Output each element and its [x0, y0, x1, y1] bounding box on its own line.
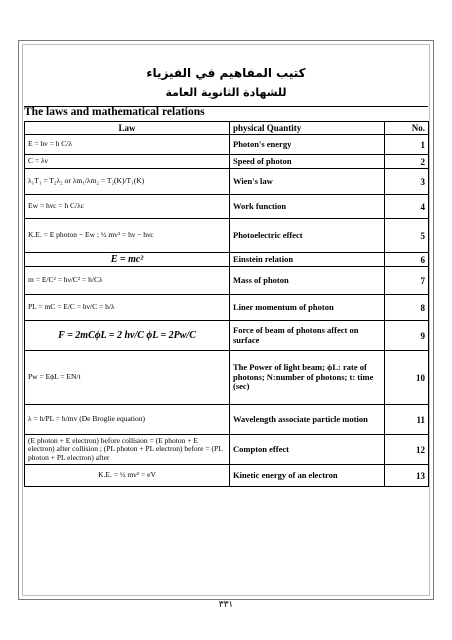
row-quantity: The Power of light beam; ϕL: rate of photons; N:number of photons; t: time (sec) [230, 351, 385, 405]
row-quantity: Speed of photon [230, 155, 385, 169]
table-row [25, 219, 429, 253]
table-row [25, 195, 429, 219]
row-law: Pw = EϕL = EN/t [25, 351, 230, 405]
row-quantity: Wien's law [230, 169, 385, 195]
row-quantity: Einstein relation [230, 253, 385, 267]
row-quantity: Photoelectric effect [230, 219, 385, 253]
row-quantity: Liner momentum of photon [230, 295, 385, 321]
row-quantity: Mass of photon [230, 267, 385, 295]
row-quantity: Photon's energy [230, 135, 385, 155]
page-number: ٣٣١ [218, 600, 234, 610]
row-law: F = 2mCϕL = 2 hν/C ϕL = 2Pw/C [25, 321, 230, 351]
row-number: 6 [385, 253, 429, 267]
book-title: كتيب المفاهيم في الفيزياء [146, 66, 306, 80]
table-row [25, 155, 429, 169]
row-quantity: Wavelength associate particle motion [230, 405, 385, 435]
table-row [25, 351, 429, 405]
row-quantity: Force of beam of photons affect on surface [230, 321, 385, 351]
row-law: Ew = hνc = h C/λc [25, 195, 230, 219]
row-quantity: Kinetic energy of an electron [230, 465, 385, 487]
row-number: 2 [385, 155, 429, 169]
row-law: m = E/C² = hν/C² = h/Cλ [25, 267, 230, 295]
row-law: (E photon + E electron) before collision = (E photon + E electron) after collision ; (PL photon + PL electron) before = (PL photon + PL electron) after [25, 435, 230, 465]
row-quantity: Compton effect [230, 435, 385, 465]
table-row [25, 405, 429, 435]
row-number: 5 [385, 219, 429, 253]
row-number: 4 [385, 195, 429, 219]
row-law: PL = mC = E/C = hν/C = h/λ [25, 295, 230, 321]
row-number: 1 [385, 135, 429, 155]
row-number: 11 [385, 405, 429, 435]
row-number: 10 [385, 351, 429, 405]
row-number: 12 [385, 435, 429, 465]
row-law: λ = h/PL = h/mv (De Broglie equation) [25, 405, 230, 435]
row-law: E = hν = h C/λ [25, 135, 230, 155]
row-law: E = mc² [25, 253, 230, 267]
row-number: 9 [385, 321, 429, 351]
row-number: 7 [385, 267, 429, 295]
table-row [25, 321, 429, 351]
row-number: 3 [385, 169, 429, 195]
col-header-quantity: physical Quantity [230, 122, 385, 135]
row-law: K.E. = ½ mv² = eV [25, 465, 230, 487]
row-law: λ₁T₁ = T₂λ₂ or λm₁/λm₂ = T₂(K)/T₁(K) [25, 169, 230, 195]
row-number: 8 [385, 295, 429, 321]
book-subtitle: للشهادة الثانوية العامة [165, 86, 287, 99]
table-row [25, 253, 429, 267]
row-quantity: Work function [230, 195, 385, 219]
table-row [25, 435, 429, 465]
row-law: K.E. = E photon − Ew ; ½ mv² = hν − hνc [25, 219, 230, 253]
col-header-no: No. [385, 122, 429, 135]
laws-table [24, 121, 429, 487]
table-row [25, 267, 429, 295]
section-title: The laws and mathematical relations [24, 106, 205, 118]
table-row [25, 465, 429, 487]
table-row [25, 135, 429, 155]
table-row [25, 169, 429, 195]
table-row [25, 295, 429, 321]
col-header-law: Law [25, 122, 230, 135]
row-law: C = λν [25, 155, 230, 169]
row-number: 13 [385, 465, 429, 487]
table-header-row [25, 122, 429, 135]
